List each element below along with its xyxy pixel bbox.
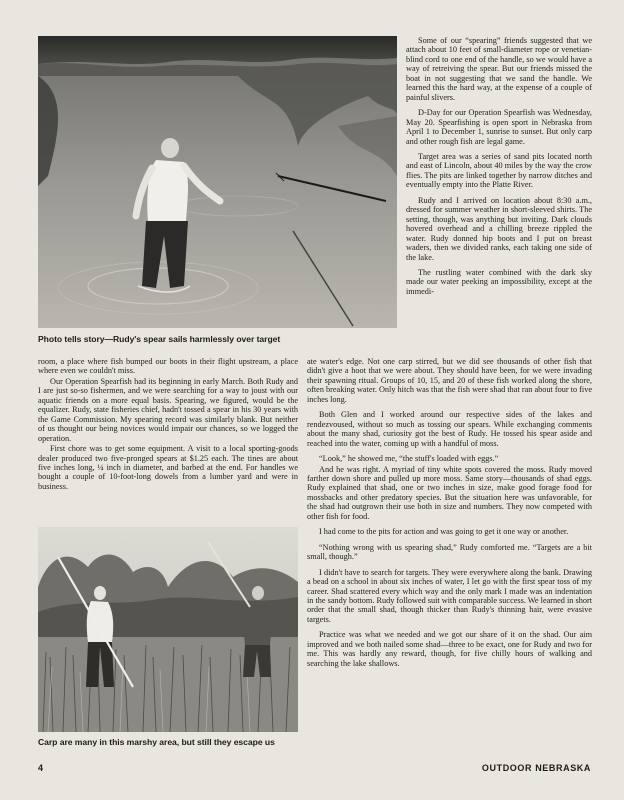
magazine-title: OUTDOOR NEBRASKA [481, 763, 591, 773]
paragraph: Target area was a series of sand pits located north and east of Lincoln, about 40 miles by the way the crow flies. The pits are linked together by narrow ditches and eventually empty into the Platte River. [406, 151, 592, 190]
paragraph: Our Operation Spearfish had its beginning in early March. Both Rudy and I are just so-so fishermen, and we were searching for a way to joust with our aquatic friends on a more equal basis. Spearing, we figured, would be the equalizer. Rudy, state fisheries chief, hadn't tossed a spear in his 30 years with the Game Commission. My spearing record was similarly blank. But neither of us thought our being novices would impair our chances, so we logged the operation. [38, 376, 298, 443]
paragraph: “Look,” he showed me, “the stuff's loaded with eggs.” [319, 454, 499, 464]
spear-throw-photo [38, 36, 397, 328]
right-column-top [406, 36, 592, 296]
paragraph: D-Day for our Operation Spearfish was Wednesday, May 20. Spearfishing is open sport in Nebraska from April 1 to December 1, sunrise to sunset. But only carp and other rough fish are legal game. [406, 108, 592, 146]
paragraph: Rudy and I arrived on location about 8:30 a.m., dressed for summer weather in short-sleeved shirts. The setting, though, was anything but inviting. Dark clouds hovered overhead and a chilling breeze rippled the water. Rudy donned hip boots and I put on breast waders, then we divided ranks, each taking one side of the lake. [406, 195, 592, 262]
left-column [38, 357, 298, 491]
marsh-photo [38, 527, 298, 732]
paragraph: I didn't have to search for targets. They were everywhere along the bank. Drawing a bead on a school in about six inches of water, I let go with the first spear toss of my career. Shad scattered every which way and the only mark I made was an indentation in the sandy bottom. Rudy followed suit with comparable success. We learned in short order that the small shad, though thicker than Rudy's thinning hair, were evasive targets. [307, 567, 592, 624]
right-column-bottom [307, 357, 592, 668]
paragraph: “Nothing wrong with us spearing shad,” Rudy comforted me. “Targets are a bit small, though.” [307, 542, 592, 562]
paragraph: Some of our “spearing” friends suggested that we attach about 10 feet of small-diameter rope or venetian-blind cord to one end of the handle, so we would have a way of retreiving the spear. But our friends missed the boat in not suggesting that we sand the handle. We learned this the hard way, at the expense of a couple of painful slivers. [406, 36, 592, 102]
bottom-photo-caption: Carp are many in this marshy area, but still they escape us [38, 737, 275, 747]
paragraph: ate water's edge. Not one carp stirred, but we did see thousands of other fish that didn't give a hoot that we were about. They should have been, for we were invading their spawning ritual. Groups of 10, 15, and 20 of these fish worked along the shore, often breaking water. Only hitch was that the fish were shad that ran about four to five inches long. [307, 357, 592, 404]
paragraph: The rustling water combined with the dark sky made our water peeking an impossibility, except at the immedi- [406, 267, 592, 296]
top-photo-caption: Photo tells story—Rudy's spear sails harmlessly over target [38, 334, 281, 344]
paragraph: I had come to the pits for action and was going to get it one way or another. [319, 527, 569, 537]
paragraph: room, a place where fish bumped our boots in their flight upstream, a place where even we couldn't miss. [38, 357, 298, 376]
paragraph: And he was right. A myriad of tiny white spots covered the moss. Rudy moved farther down shore and pulled up more moss. Same story—thousands of shad eggs. Rudy explained that shad, one or two inches in size, make good forage food for mossbacks and other predatory species. But the situation here was unfavorable, for the shad had outgrown their use both in size and numbers. They now competed with other fish for food. [307, 464, 592, 521]
paragraph: First chore was to get some equipment. A visit to a local sporting-goods dealer produced two five-pronged spears at $1.25 each. The tines are about five inches long, ¼ inch in diameter, and barbed at the end. For handles we bought a couple of 10-foot-long dowels from a lumber yard and were in business. [38, 444, 298, 491]
paragraph: Both Glen and I worked around our respective sides of the lakes and rendezvoused, without so much as tossing our spears. While exchanging comments about the many shad, curiosity got the best of Rudy. He tossed his spear aside and reached into the water, coming up with a handful of moss. [307, 410, 592, 448]
paragraph: Practice was what we needed and we got our share of it on the shad. Our aim improved and we both nailed some shad—three to be exact, one for Rudy and two for me. This was hardly any reward, though, for five chilly hours of walking and searching the lake shallows. [307, 630, 592, 668]
page-number: 4 [38, 763, 44, 773]
